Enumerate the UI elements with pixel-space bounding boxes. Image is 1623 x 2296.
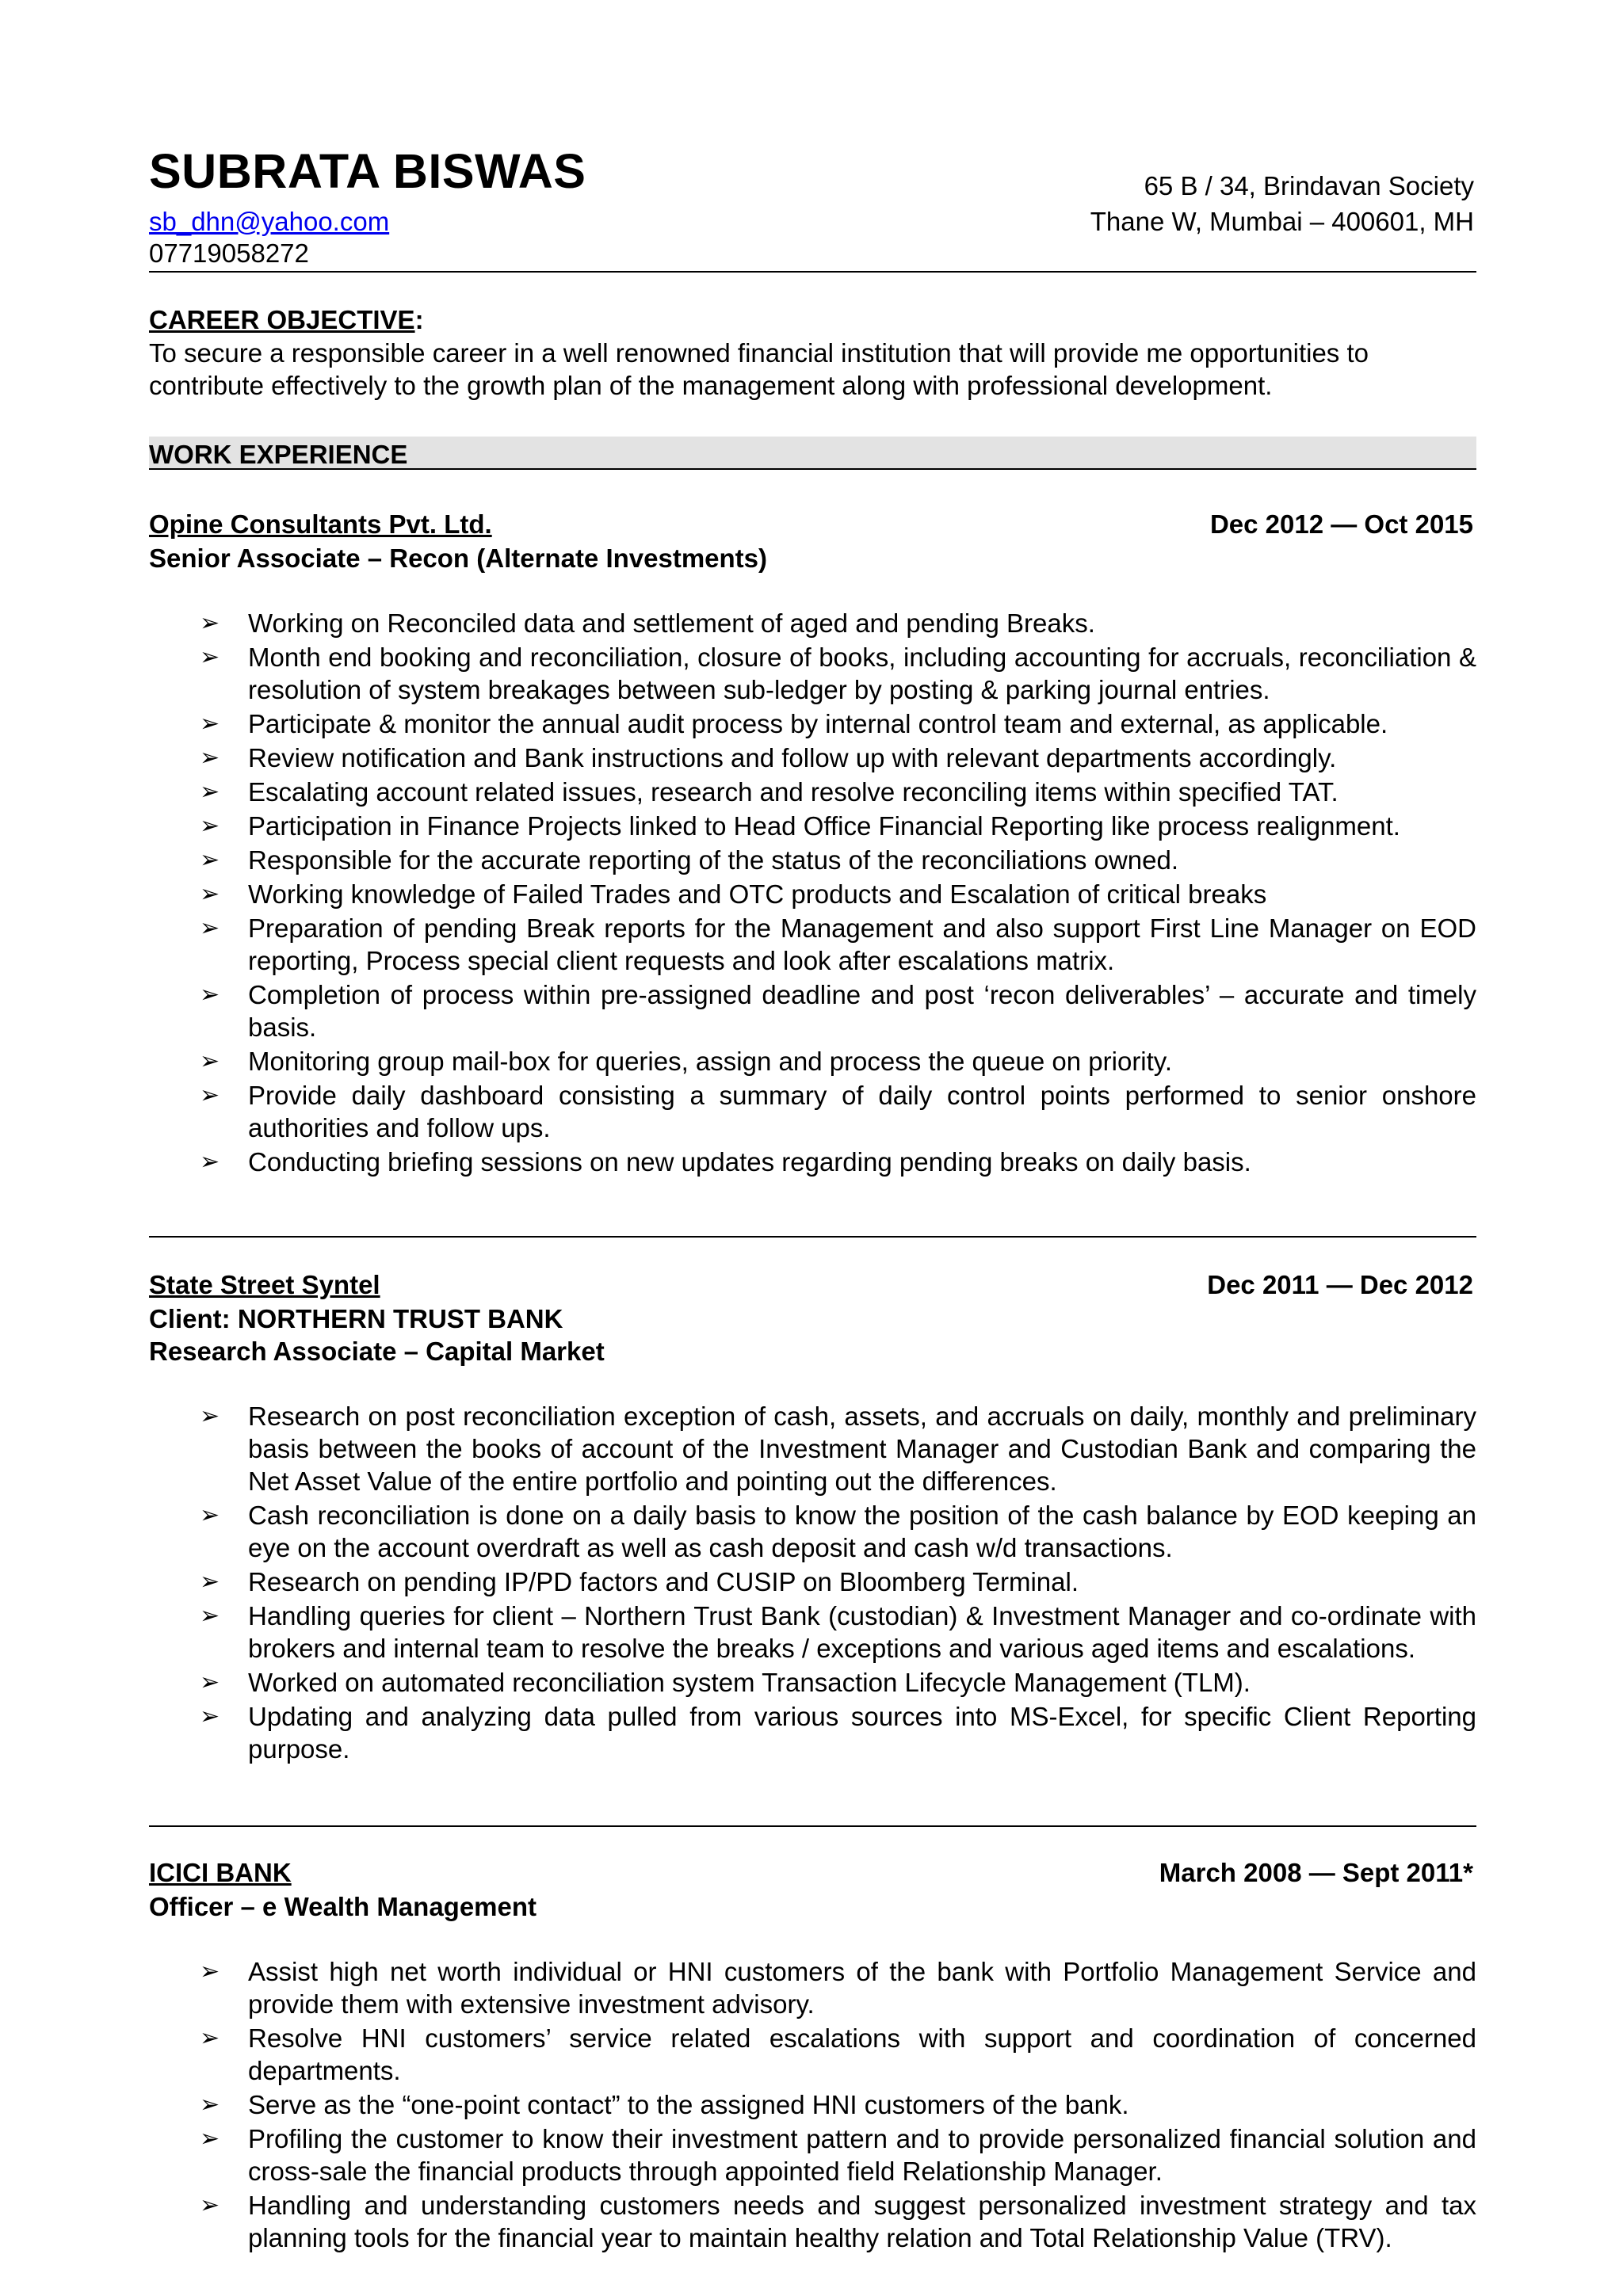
career-objective-text: To secure a responsible career in a well renowned financial institution that will provide me opportunities to contribute effectively to the growth plan of the management along with professional development. [149,338,1369,400]
job-title: Senior Associate – Recon (Alternate Investments) [149,543,768,573]
arrow-bullet-icon: ➢ [200,644,220,670]
arrow-bullet-icon: ➢ [200,2025,220,2051]
work-experience-header [149,437,1476,470]
list-item: ➢ Research on pending IP/PD factors and CUSIP on Bloomberg Terminal. [200,1567,1079,1596]
arrow-bullet-icon: ➢ [200,1569,220,1595]
list-item: ➢ Conducting briefing sessions on new updates regarding pending breaks on daily basis. [200,1147,1251,1177]
arrow-bullet-icon: ➢ [200,1958,220,1985]
job-company: ICICI BANK [149,1858,292,1887]
list-item: ➢ Participate & monitor the annual audit process by internal control team and external, as applicable. [200,709,1388,738]
header-divider [149,271,1476,273]
list-item: ➢ Completion of process within pre-assigned deadline and post ‘recon deliverables’ – accurate and timely basis. [200,980,1476,1042]
arrow-bullet-icon: ➢ [200,2126,220,2152]
arrow-bullet-icon: ➢ [200,610,220,636]
work-experience-title: WORK EXPERIENCE [149,440,408,469]
job-company: State Street Syntel [149,1270,380,1299]
email-link[interactable]: sb_dhn@yahoo.com [149,207,390,236]
arrow-bullet-icon: ➢ [200,2192,220,2218]
job-divider [149,1236,1476,1238]
list-item: ➢ Provide daily dashboard consisting a summary of daily control points performed to senior onshore authorities and follow ups. [200,1081,1476,1142]
job-entry [149,1270,1476,1767]
list-item: ➢ Responsible for the accurate reporting of the status of the reconciliations owned. [200,845,1179,875]
list-item: ➢ Participation in Finance Projects linked to Head Office Financial Reporting like process realignment. [200,811,1400,841]
list-item: ➢ Monitoring group mail-box for queries, assign and process the queue on priority. [200,1047,1173,1076]
job-entry [149,509,1476,1180]
arrow-bullet-icon: ➢ [200,779,220,805]
job-dates: Dec 2011 — Dec 2012 [1207,1270,1473,1299]
job-dates: March 2008 — Sept 2011* [1159,1858,1473,1887]
list-item: ➢ Worked on automated reconciliation system Transaction Lifecycle Management (TLM). [200,1668,1251,1697]
arrow-bullet-icon: ➢ [200,1149,220,1175]
arrow-bullet-icon: ➢ [200,813,220,839]
job-company: Opine Consultants Pvt. Ltd. [149,509,492,539]
arrow-bullet-icon: ➢ [200,915,220,941]
arrow-bullet-icon: ➢ [200,2092,220,2118]
list-item: ➢ Profiling the customer to know their investment pattern and to provide personalized financial solution and cross-sale the financial products through appointed field Relationship Manager. [200,2124,1476,2186]
job-divider [149,1825,1476,1827]
arrow-bullet-icon: ➢ [200,1603,220,1629]
job-dates: Dec 2012 — Oct 2015 [1209,509,1473,539]
list-item: ➢ Updating and analyzing data pulled from various sources into MS-Excel, for specific Client Reporting purpose. [200,1702,1476,1764]
arrow-bullet-icon: ➢ [200,1082,220,1108]
job-bullet-list [149,1400,1476,1765]
arrow-bullet-icon: ➢ [200,1502,220,1528]
career-objective-heading: CAREER OBJECTIVE: [149,305,424,334]
arrow-bullet-icon: ➢ [200,1403,220,1429]
job-client: Client: NORTHERN TRUST BANK [149,1304,563,1333]
address-line-1: 65 B / 34, Brindavan Society [1144,171,1474,200]
list-item: ➢ Research on post reconciliation exception of cash, assets, and accruals on daily, monthly and preliminary basis between the books of account of the Investment Manager and Custodian Bank and comparing the Net Asset Value of the entire portfolio and pointing out the differences. [200,1402,1476,1496]
address-line-2: Thane W, Mumbai – 400601, MH [1090,207,1474,236]
arrow-bullet-icon: ➢ [200,1703,220,1730]
job-title: Research Associate – Capital Market [149,1337,605,1366]
arrow-bullet-icon: ➢ [200,745,220,771]
arrow-bullet-icon: ➢ [200,881,220,907]
career-objective-title: CAREER OBJECTIVE [149,305,415,334]
list-item: ➢ Cash reconciliation is done on a daily basis to know the position of the cash balance by EOD keeping an eye on the account overdraft as well as cash deposit and cash w/d transactions. [200,1501,1476,1562]
list-item: ➢ Working knowledge of Failed Trades and OTC products and Escalation of critical breaks [200,879,1267,909]
job-bullet-list [149,1955,1476,2254]
job-entry [149,1858,1476,2256]
arrow-bullet-icon: ➢ [200,847,220,873]
list-item: ➢ Resolve HNI customers’ service related escalations with support and coordination of concerned departments. [200,2023,1476,2085]
list-item: ➢ Handling queries for client – Northern Trust Bank (custodian) & Investment Manager and co-ordinate with brokers and internal team to resolve the breaks / exceptions and various aged items and escalations. [200,1601,1476,1663]
list-item: ➢ Escalating account related issues, research and resolve reconciling items within specified TAT. [200,777,1338,807]
job-title: Officer – e Wealth Management [149,1892,537,1921]
list-item: ➢ Preparation of pending Break reports for the Management and also support First Line Manager on EOD reporting, Process special client requests and look after escalations matrix. [200,913,1476,975]
arrow-bullet-icon: ➢ [200,711,220,737]
list-item: ➢ Working on Reconciled data and settlement of aged and pending Breaks. [200,608,1095,638]
arrow-bullet-icon: ➢ [200,1048,220,1074]
job-bullet-list [149,607,1476,1178]
list-item: ➢ Handling and understanding customers needs and suggest personalized investment strategy and tax planning tools for the financial year to maintain healthy relation and Total Relationship Value (TRV). [200,2191,1476,2252]
list-item: ➢ Serve as the “one-point contact” to the assigned HNI customers of the bank. [200,2090,1129,2119]
list-item: ➢ Month end booking and reconciliation, closure of books, including accounting for accruals, reconciliation & resolution of system breakages between sub-ledger by posting & parking journal entries. [200,643,1476,704]
arrow-bullet-icon: ➢ [200,982,220,1008]
phone-number: 07719058272 [149,238,309,268]
list-item: ➢ Review notification and Bank instructions and follow up with relevant departments accordingly. [200,743,1337,772]
list-item: ➢ Assist high net worth individual or HNI customers of the bank with Portfolio Management Service and provide them with extensive investment advisory. [200,1957,1476,2019]
arrow-bullet-icon: ➢ [200,1669,220,1695]
candidate-name: SUBRATA BISWAS [149,144,586,198]
